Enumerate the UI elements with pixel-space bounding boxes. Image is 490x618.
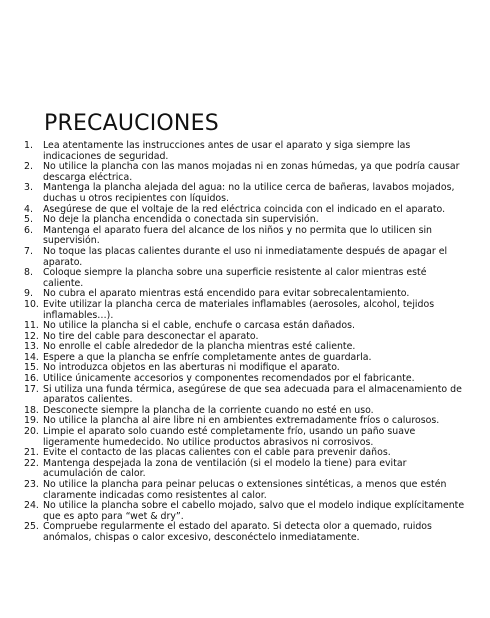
list-item (24, 480, 470, 501)
list-item-line: No tire del cable para desconectar el aparato. (43, 330, 259, 342)
list-item (24, 226, 470, 247)
list-item (24, 162, 470, 183)
list-item-line: ligeramente humedecido. No utilice productos abrasivos ni corrosivos. (43, 436, 374, 448)
list-item-line: acumulación de calor. (43, 468, 146, 480)
list-item-number: 8. (24, 267, 33, 279)
list-item-text (43, 226, 470, 247)
list-item (24, 247, 470, 268)
list-item (24, 268, 470, 289)
list-item-number: 21. (24, 447, 39, 459)
list-item-line: Coloque siempre la plancha sobre una superficie resistente al calor mientras esté (43, 267, 427, 279)
list-item-line: que es apto para “wet & dry”. (43, 510, 184, 522)
list-item-text (43, 247, 470, 268)
list-item-number: 12. (24, 330, 39, 342)
list-item-line: Mantenga el aparato fuera del alcance de los niños y no permita que lo utilicen sin (43, 224, 432, 236)
list-item-line: No utilice la plancha con las manos mojadas ni en zonas húmedas, ya que podría causar (43, 161, 460, 173)
list-item-text (43, 459, 470, 480)
list-item-line: No utilice la plancha si el cable, enchufe o carcasa están dañados. (43, 320, 355, 332)
list-item-number: 11. (24, 320, 39, 332)
list-item-line: aparato. (43, 256, 83, 268)
list-item-number: 16. (24, 373, 39, 385)
list-item-line: No deje la plancha encendida o conectada sin supervisión. (43, 214, 319, 226)
list-item-line: caliente. (43, 277, 84, 289)
list-item-number: 5. (24, 214, 33, 226)
list-item-line: Espere a que la plancha se enfríe completamente antes de guardarla. (43, 351, 372, 363)
list-item-text (43, 501, 470, 522)
list-item-line: Compruebe regularmente el estado del aparato. Si detecta olor a quemado, ruidos (43, 521, 432, 533)
list-item-number: 13. (24, 341, 39, 353)
list-item-line: No utilice la plancha sobre el cabello mojado, salvo que el modelo indique explícitamente (43, 500, 465, 512)
list-item-line: Utilice únicamente accesorios y componentes recomendados por el fabricante. (43, 373, 415, 385)
list-item-number: 18. (24, 404, 39, 416)
list-item-line: aparatos calientes. (43, 394, 133, 406)
list-item-line: indicaciones de seguridad. (43, 150, 169, 162)
list-item-line: Limpie el aparato solo cuando esté completamente frío, usando un paño suave (43, 426, 416, 438)
list-item-text (43, 268, 470, 289)
list-item-number: 7. (24, 245, 33, 257)
list-item (24, 300, 470, 321)
list-item-number: 3. (24, 182, 33, 194)
list-item (24, 459, 470, 480)
list-item-number: 15. (24, 362, 39, 374)
list-item-line: Evite el contacto de las placas calientes con el cable para prevenir daños. (43, 447, 391, 459)
list-item-line: No cubra el aparato mientras está encendido para evitar sobrecalentamiento. (43, 288, 410, 300)
list-item-number: 1. (24, 140, 33, 151)
list-item-number: 14. (24, 351, 39, 363)
list-item-text (43, 300, 470, 321)
list-item-number: 10. (24, 298, 39, 310)
list-item-line: Asegúrese de que el voltaje de la red eléctrica coincida con el indicado en el aparato. (43, 203, 446, 215)
list-item-line: No toque las placas calientes durante el uso ni inmediatamente después de apagar el (43, 245, 448, 257)
list-item-number: 23. (24, 479, 39, 490)
list-item-line: Mantenga despejada la zona de ventilación (si el modelo la tiene) para evitar (43, 457, 407, 469)
list-item-text (43, 162, 470, 183)
list-item-number: 4. (24, 203, 33, 215)
list-item-number: 2. (24, 161, 33, 173)
list-item-text (43, 522, 470, 543)
list-item-line: supervisión. (43, 235, 100, 247)
list-item-line: Mantenga la plancha alejada del agua: no la utilice cerca de bañeras, lavabos mojados, (43, 182, 455, 194)
page-title: PRECAUCIONES (44, 111, 219, 136)
list-item (24, 141, 470, 162)
list-item-line: Evite utilizar la plancha cerca de materiales inflamables (aerosoles, alcohol, tejidos (43, 298, 435, 310)
list-item-line: duchas u otros recipientes con líquidos. (43, 192, 229, 204)
list-item-text (43, 183, 470, 204)
list-item-number: 17. (24, 383, 39, 395)
list-item-text (43, 427, 470, 448)
list-item-line: claramente indicadas como resistentes al calor. (43, 489, 267, 501)
list-item-line: Lea atentamente las instrucciones antes de usar el aparato y siga siempre las (43, 140, 411, 151)
list-item-line: descarga eléctrica. (43, 171, 133, 183)
list-item (24, 427, 470, 448)
list-item-number: 19. (24, 415, 39, 427)
list-item (24, 501, 470, 522)
list-item-line: No utilice la plancha al aire libre ni en ambientes extremadamente fríos o calurosos. (43, 415, 440, 427)
list-item-text (43, 480, 470, 501)
list-item (24, 522, 470, 543)
list-item-line: No utilice la plancha para peinar pelucas o extensiones sintéticas, a menos que estén (43, 479, 447, 490)
list-item (24, 385, 470, 406)
list-item-text (43, 385, 470, 406)
list-item-line: anómalos, chispas o calor excesivo, desconéctelo inmediatamente. (43, 531, 360, 543)
list-item-number: 20. (24, 426, 39, 438)
list-item-line: No introduzca objetos en las aberturas ni modifique el aparato. (43, 362, 340, 374)
list-item-number: 25. (24, 521, 39, 533)
list-item-line: Desconecte siempre la plancha de la corriente cuando no esté en uso. (43, 404, 374, 416)
list-item-number: 22. (24, 457, 39, 469)
precautions-list (24, 141, 470, 544)
list-item-number: 9. (24, 288, 33, 300)
list-item-line: inflamables…). (43, 309, 114, 321)
list-item-line: No enrolle el cable alrededor de la plancha mientras esté caliente. (43, 341, 356, 353)
list-item-line: Si utiliza una funda térmica, asegúrese de que sea adecuada para el almacenamiento de (43, 383, 462, 395)
list-item-number: 6. (24, 224, 33, 236)
list-item (24, 183, 470, 204)
list-item-number: 24. (24, 500, 39, 512)
list-item-text (43, 141, 470, 162)
